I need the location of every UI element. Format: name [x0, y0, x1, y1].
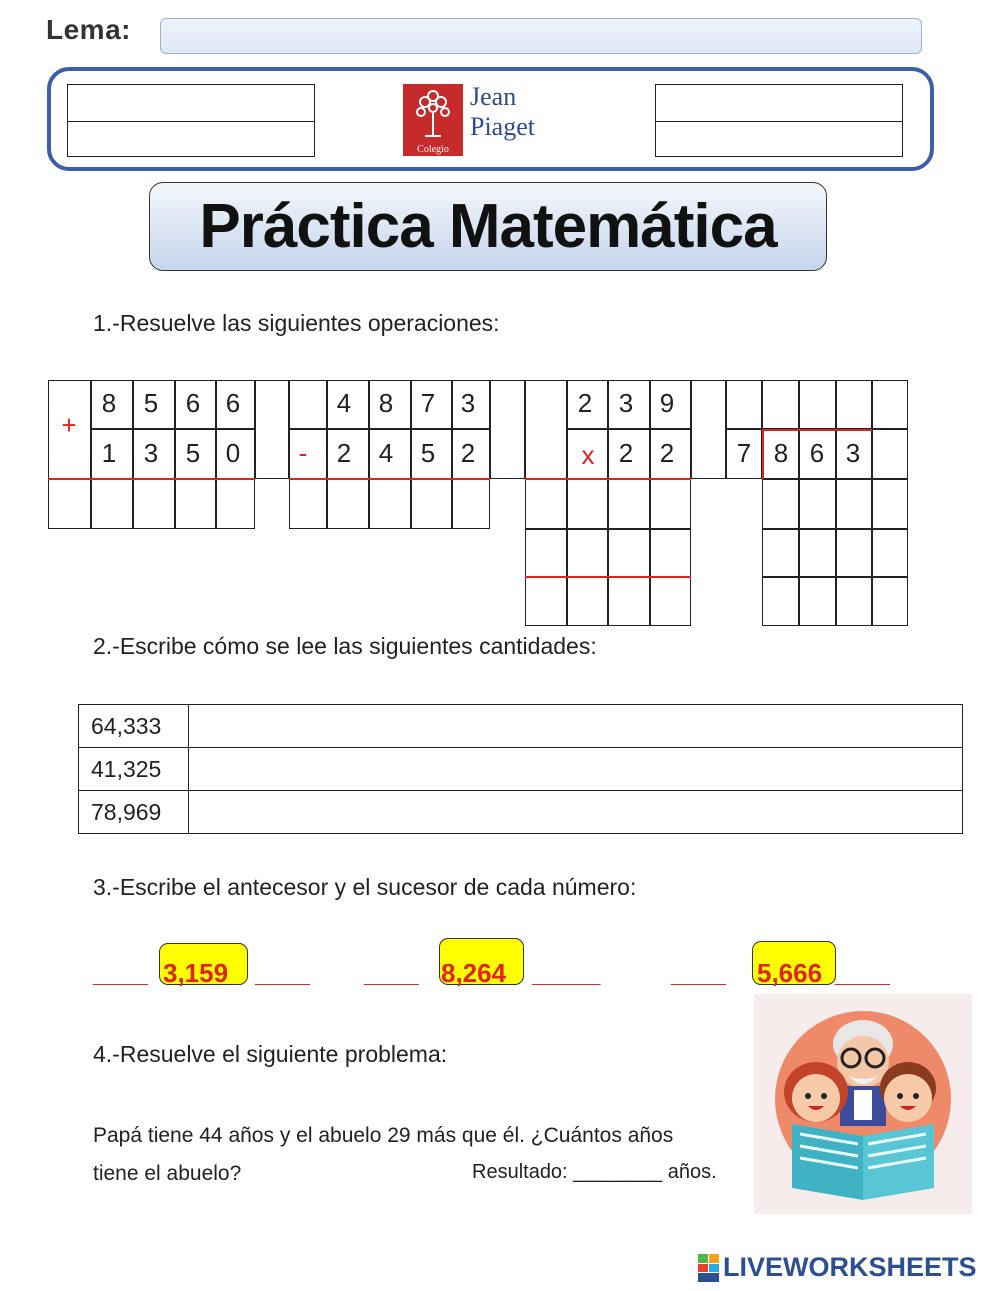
- answer-cell[interactable]: [836, 479, 872, 529]
- answer-cell[interactable]: [608, 479, 650, 529]
- liveworksheets-icon: [698, 1254, 720, 1282]
- successor-blank[interactable]: ____: [835, 958, 889, 988]
- digit: 3: [143, 438, 159, 468]
- digit: 8: [101, 388, 117, 418]
- digit: 3: [460, 388, 476, 418]
- given-number: 3,159: [163, 958, 229, 988]
- predecessor-blank[interactable]: ____: [364, 958, 418, 988]
- digit: 8: [773, 438, 789, 468]
- table-row: [79, 705, 963, 748]
- answer-cell[interactable]: [525, 577, 567, 626]
- divisor-digit: 7: [736, 438, 752, 468]
- answer-cell[interactable]: [762, 577, 799, 626]
- predecessor-blank[interactable]: ____: [93, 958, 147, 988]
- problem-text-line2: tiene el abuelo?: [93, 1162, 242, 1185]
- multiplication-sign: x: [581, 440, 595, 470]
- number-cell: 41,325: [79, 748, 189, 791]
- answer-cell[interactable]: [567, 577, 608, 626]
- digit: 4: [378, 438, 394, 468]
- tree-icon: [411, 90, 455, 140]
- grid-cell: [490, 380, 525, 479]
- given-number: 8,264: [441, 958, 507, 988]
- answer-cell[interactable]: [836, 529, 872, 577]
- digit: 8: [378, 388, 394, 418]
- answer-cell[interactable]: [799, 479, 836, 529]
- answer-field[interactable]: [189, 748, 963, 791]
- answer-cell[interactable]: [872, 479, 908, 529]
- digit: 3: [845, 438, 861, 468]
- grid-cell: [289, 380, 327, 429]
- school-logo: [403, 84, 463, 156]
- logo-text-jean: Jean: [470, 82, 517, 111]
- grid-cell: [691, 380, 726, 479]
- section1-heading: 1.-Resuelve las siguientes operaciones:: [93, 310, 500, 336]
- answer-cell[interactable]: [327, 479, 369, 529]
- answer-cell[interactable]: [872, 577, 908, 626]
- answer-cell[interactable]: [836, 577, 872, 626]
- answer-cell[interactable]: [48, 479, 91, 529]
- digit: 1: [101, 438, 117, 468]
- digit: 5: [420, 438, 436, 468]
- grid-cell: [799, 380, 836, 429]
- grid-cell: [525, 380, 567, 479]
- section3-heading: 3.-Escribe el antecesor y el sucesor de cada número:: [93, 874, 637, 900]
- table-row: [79, 791, 963, 834]
- answer-cell[interactable]: [91, 479, 133, 529]
- multiplication-line: [525, 478, 691, 480]
- predecessor-blank[interactable]: ____: [671, 958, 725, 988]
- answer-cell[interactable]: [289, 479, 327, 529]
- digit: 6: [185, 388, 201, 418]
- grid-cell: [836, 380, 872, 429]
- problem-text-line1: Papá tiene 44 años y el abuelo 29 más que él. ¿Cuántos años: [93, 1124, 674, 1147]
- answer-cell[interactable]: [525, 529, 567, 577]
- answer-cell[interactable]: [608, 577, 650, 626]
- digit: 9: [659, 388, 675, 418]
- addition-sign: +: [61, 410, 77, 440]
- grid-cell: [726, 380, 762, 429]
- digit: 2: [659, 438, 675, 468]
- answer-cell[interactable]: [216, 479, 255, 529]
- page-title: Práctica Matemática: [199, 192, 777, 261]
- answer-cell[interactable]: [650, 577, 691, 626]
- digit: 6: [809, 438, 825, 468]
- subtraction-sign: -: [298, 438, 308, 468]
- digit: 7: [420, 388, 436, 418]
- read-numbers-table: [78, 704, 963, 834]
- given-number: 5,666: [757, 958, 823, 988]
- number-cell: 64,333: [79, 705, 189, 748]
- answer-cell[interactable]: [762, 479, 799, 529]
- digit: 5: [185, 438, 201, 468]
- logo-text-piaget: Piaget: [470, 112, 535, 141]
- grid-cell: [762, 380, 799, 429]
- answer-cell[interactable]: [452, 479, 490, 529]
- division-bracket-vertical: [762, 429, 764, 479]
- answer-cell[interactable]: [567, 479, 608, 529]
- digit: 2: [460, 438, 476, 468]
- grid-cell: [872, 380, 908, 429]
- brand-text: LIVEWORKSHEETS: [723, 1252, 977, 1282]
- reading-family-illustration: [754, 994, 972, 1214]
- digit: 2: [577, 388, 593, 418]
- answer-cell[interactable]: [650, 529, 691, 577]
- header-left-box: [67, 84, 315, 157]
- answer-cell[interactable]: [369, 479, 411, 529]
- answer-cell[interactable]: [799, 529, 836, 577]
- digit: 6: [225, 388, 241, 418]
- addition-result-line: [48, 478, 255, 480]
- digit: 2: [618, 438, 634, 468]
- digit: 5: [143, 388, 159, 418]
- multiplication-sum-line: [525, 576, 691, 578]
- digit: 0: [225, 438, 241, 468]
- digit: 3: [618, 388, 634, 418]
- number-cell: 78,969: [79, 791, 189, 834]
- section2-heading: 2.-Escribe cómo se lee las siguientes cantidades:: [93, 633, 597, 659]
- grid-cell: [872, 429, 908, 479]
- successor-blank[interactable]: _____: [532, 958, 600, 988]
- digit: 2: [336, 438, 352, 468]
- logo-colegio-text: Colegio: [417, 144, 449, 155]
- header-right-box: [655, 84, 903, 157]
- digit: 4: [336, 388, 352, 418]
- title-banner: [149, 182, 827, 271]
- successor-blank[interactable]: ____: [255, 958, 309, 988]
- lema-label: Lema:: [46, 14, 131, 45]
- answer-cell[interactable]: [133, 479, 175, 529]
- table-row: [79, 748, 963, 791]
- answer-cell[interactable]: [175, 479, 216, 529]
- answer-field[interactable]: [189, 705, 963, 748]
- answer-cell[interactable]: [608, 529, 650, 577]
- answer-cell[interactable]: [411, 479, 452, 529]
- division-bracket-top: [762, 429, 872, 431]
- liveworksheets-brand: [698, 1252, 977, 1283]
- answer-cell[interactable]: [650, 479, 691, 529]
- answer-cell[interactable]: [567, 529, 608, 577]
- lema-input[interactable]: [160, 18, 922, 54]
- answer-cell[interactable]: [872, 529, 908, 577]
- subtraction-result-line: [289, 478, 490, 480]
- answer-cell[interactable]: [799, 577, 836, 626]
- answer-cell[interactable]: [525, 479, 567, 529]
- answer-cell[interactable]: [762, 529, 799, 577]
- section4-heading: 4.-Resuelve el siguiente problema:: [93, 1041, 448, 1067]
- answer-field[interactable]: [189, 791, 963, 834]
- result-field[interactable]: Resultado: ________ años.: [472, 1161, 717, 1183]
